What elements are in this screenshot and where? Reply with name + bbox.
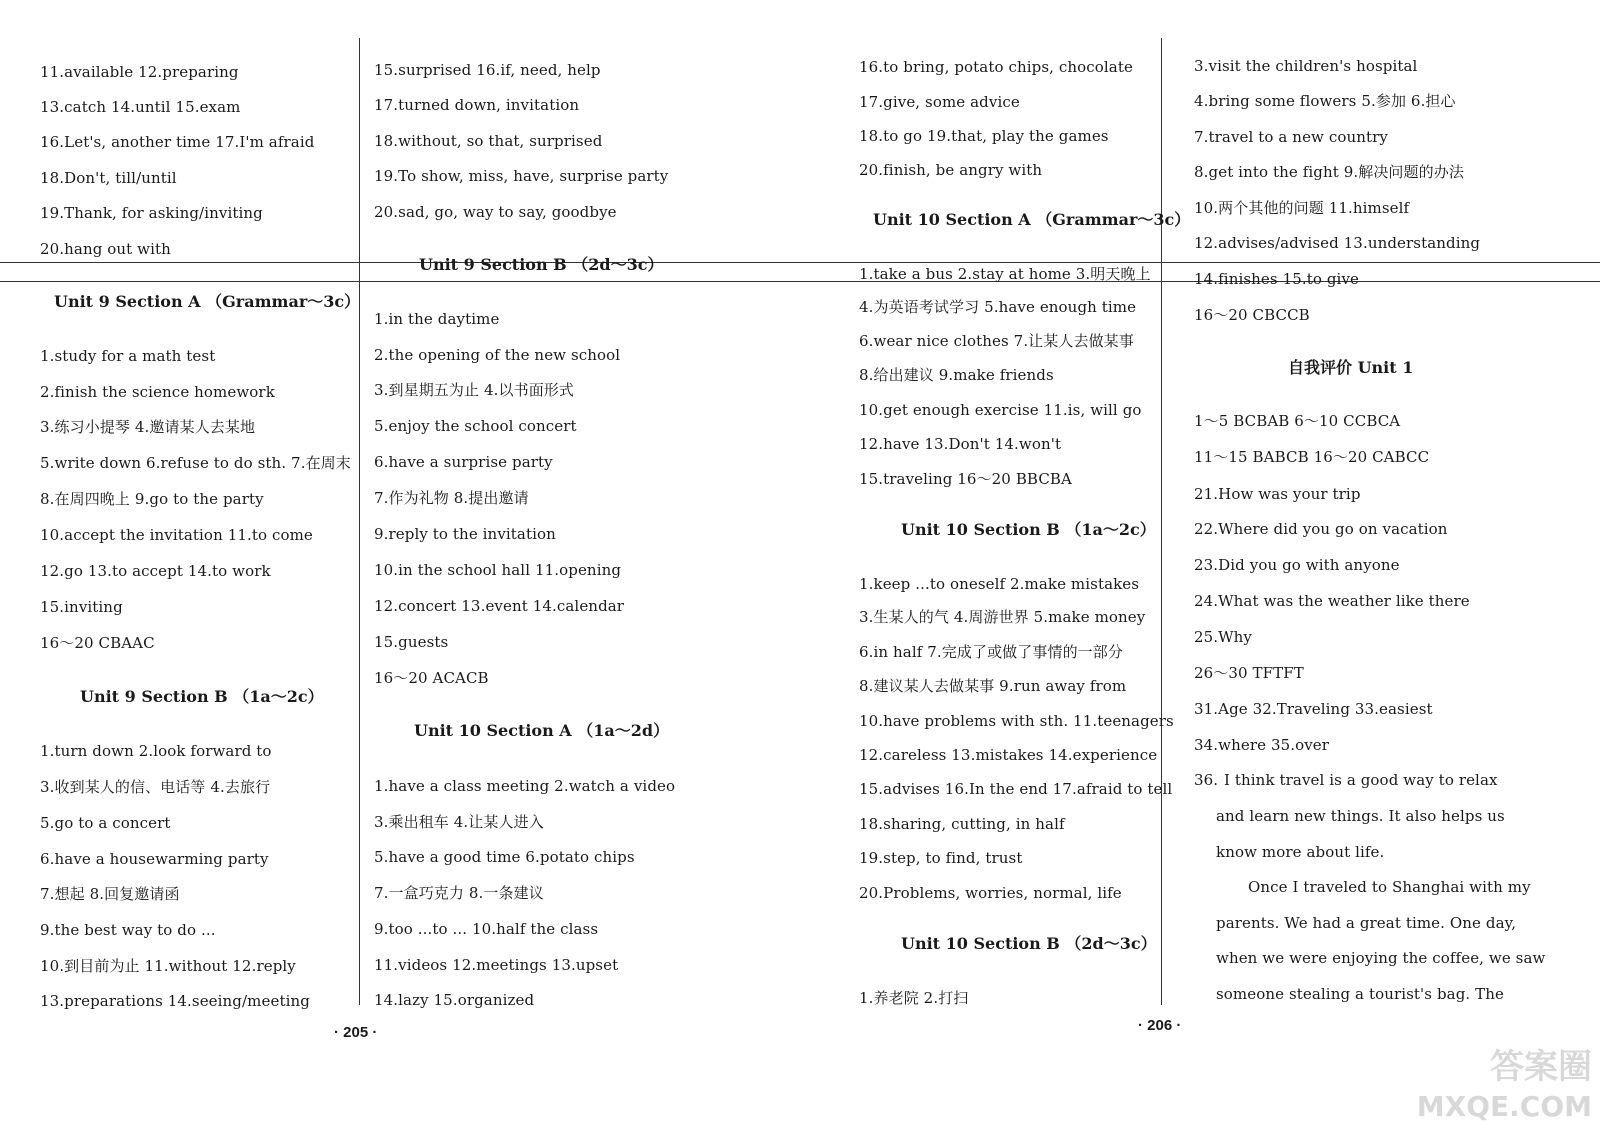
answer-line: 3.到星期五为止 4.以书面形式 <box>374 381 574 399</box>
answer-line: 5.enjoy the school concert <box>374 417 577 435</box>
answer-line: 7.想起 8.回复邀请函 <box>40 885 180 903</box>
answer-line: 6.have a housewarming party <box>40 850 269 868</box>
answer-line: 12.careless 13.mistakes 14.experience <box>859 746 1158 764</box>
page-number-206: · 206 · <box>1138 1017 1182 1034</box>
answer-line: 7.作为礼物 8.提出邀请 <box>374 489 529 507</box>
essay-line: Once I traveled to Shanghai with my <box>1248 878 1531 896</box>
answer-line: 2.the opening of the new school <box>374 346 621 364</box>
answer-line: 5.go to a concert <box>40 814 171 832</box>
answer-line: 14.lazy 15.organized <box>374 991 535 1009</box>
section-heading: Unit 10 Section B （2d～3c） <box>901 934 1157 953</box>
answer-line: 21.How was your trip <box>1194 485 1361 503</box>
answer-line: 10.两个其他的问题 11.himself <box>1194 199 1410 217</box>
answer-line: 17.turned down, invitation <box>374 96 580 114</box>
answer-line: 3.生某人的气 4.周游世界 5.make money <box>859 608 1146 626</box>
column-divider-left <box>359 38 360 1005</box>
answer-line: 4.bring some flowers 5.参加 6.担心 <box>1194 92 1456 110</box>
answer-line: 1.take a bus 2.stay at home 3.明天晚上 <box>859 265 1151 283</box>
answer-line: 19.step, to find, trust <box>859 849 1023 867</box>
section-heading: Unit 9 Section B （2d～3c） <box>419 255 664 274</box>
answer-line: 1.turn down 2.look forward to <box>40 742 272 760</box>
answer-line: 7.travel to a new country <box>1194 128 1388 146</box>
section-heading: Unit 10 Section A （Grammar～3c） <box>873 210 1191 229</box>
answer-line: 22.Where did you go on vacation <box>1194 520 1448 538</box>
answer-line: 8.建议某人去做某事 9.run away from <box>859 677 1127 695</box>
answer-line: 31.Age 32.Traveling 33.easiest <box>1194 700 1433 718</box>
answer-line: 12.have 13.Don't 14.won't <box>859 435 1062 453</box>
answer-line: 2.finish the science homework <box>40 383 275 401</box>
answer-line: 16～20 ACACB <box>374 669 489 687</box>
answer-line: 20.hang out with <box>40 240 171 258</box>
answer-line: 10.have problems with sth. 11.teenagers <box>859 712 1174 730</box>
answer-line: 15.inviting <box>40 598 123 616</box>
answer-line: 34.where 35.over <box>1194 736 1330 754</box>
answer-line: 20.Problems, worries, normal, life <box>859 884 1122 902</box>
answer-line: 8.在周四晚上 9.go to the party <box>40 490 264 508</box>
answer-line: 3.练习小提琴 4.邀请某人去某地 <box>40 418 256 436</box>
answer-line: 12.advises/advised 13.understanding <box>1194 234 1481 252</box>
watermark-logo <box>1417 1047 1592 1127</box>
answer-line: 26～30 TFTFT <box>1194 664 1304 682</box>
answer-line: 15.surprised 16.if, need, help <box>374 61 601 79</box>
answer-line: 13.preparations 14.seeing/meeting <box>40 992 310 1010</box>
answer-line: 5.write down 6.refuse to do sth. 7.在周末 <box>40 454 351 472</box>
section-heading: 自我评价 Unit 1 <box>1288 358 1414 377</box>
answer-line: 24.What was the weather like there <box>1194 592 1470 610</box>
page-number-205: · 205 · <box>334 1024 378 1041</box>
answer-line: 14.finishes 15.to give <box>1194 270 1359 288</box>
watermark-text-cn: 答案圈 <box>1490 1047 1592 1087</box>
answer-line: 16～20 CBAAC <box>40 634 155 652</box>
answer-line: 10.in the school hall 11.opening <box>374 561 622 579</box>
answer-line: 1.in the daytime <box>374 310 500 328</box>
answer-line: 3.收到某人的信、电话等 4.去旅行 <box>40 778 271 796</box>
answer-line: 12.go 13.to accept 14.to work <box>40 562 271 580</box>
section-heading: Unit 9 Section A （Grammar～3c） <box>54 292 361 311</box>
answer-line: 11.available 12.preparing <box>40 63 239 81</box>
answer-line: 20.sad, go, way to say, goodbye <box>374 203 617 221</box>
answer-line: 3.乘出租车 4.让某人进入 <box>374 813 544 831</box>
answer-line: 1.have a class meeting 2.watch a video <box>374 777 676 795</box>
answer-line: 4.为英语考试学习 5.have enough time <box>859 298 1137 316</box>
answer-line: 11.videos 12.meetings 13.upset <box>374 956 619 974</box>
answer-line: 5.have a good time 6.potato chips <box>374 848 635 866</box>
section-rule-lower <box>0 281 1600 282</box>
answer-line: 6.in half 7.完成了或做了事情的一部分 <box>859 643 1123 661</box>
answer-line: 8.给出建议 9.make friends <box>859 366 1054 384</box>
answer-line: 18.Don't, till/until <box>40 169 177 187</box>
column-divider-right <box>1161 38 1162 1005</box>
essay-line: know more about life. <box>1216 843 1385 861</box>
essay-line: and learn new things. It also helps us <box>1216 807 1505 825</box>
answer-line: 8.get into the fight 9.解决问题的办法 <box>1194 163 1464 181</box>
essay-line: when we were enjoying the coffee, we saw <box>1216 949 1546 967</box>
answer-line: 7.一盒巧克力 8.一条建议 <box>374 884 544 902</box>
answer-line: 15.advises 16.In the end 17.afraid to tell <box>859 780 1173 798</box>
answer-line: 17.give, some advice <box>859 93 1020 111</box>
answer-line: 18.without, so that, surprised <box>374 132 603 150</box>
section-heading: Unit 9 Section B （1a～2c） <box>80 687 324 706</box>
answer-line: 15.guests <box>374 633 449 651</box>
answer-line: 1～5 BCBAB 6～10 CCBCA <box>1194 412 1401 430</box>
answer-line: 20.finish, be angry with <box>859 161 1043 179</box>
answer-line: 1.study for a math test <box>40 347 216 365</box>
answer-line: 1.养老院 2.打扫 <box>859 989 969 1007</box>
answer-line: 10.get enough exercise 11.is, will go <box>859 401 1142 419</box>
answer-line: 36. <box>1194 771 1219 789</box>
answer-line: 16.Let's, another time 17.I'm afraid <box>40 133 315 151</box>
answer-line: 3.visit the children's hospital <box>1194 57 1418 75</box>
answer-line: 18.sharing, cutting, in half <box>859 815 1065 833</box>
section-rule-upper <box>0 262 1600 263</box>
answer-line: 1.keep ...to oneself 2.make mistakes <box>859 575 1140 593</box>
answer-line: 12.concert 13.event 14.calendar <box>374 597 625 615</box>
answer-line: 16～20 CBCCB <box>1194 306 1310 324</box>
answer-line: 19.Thank, for asking/inviting <box>40 204 263 222</box>
essay-line: parents. We had a great time. One day, <box>1216 914 1517 932</box>
answer-line: 16.to bring, potato chips, chocolate <box>859 58 1133 76</box>
essay-line: I think travel is a good way to relax <box>1224 771 1498 789</box>
essay-line: someone stealing a tourist's bag. The <box>1216 985 1504 1003</box>
section-heading: Unit 10 Section A （1a～2d） <box>414 721 670 740</box>
answer-line: 10.到目前为止 11.without 12.reply <box>40 957 296 975</box>
answer-line: 9.the best way to do ... <box>40 921 216 939</box>
answer-line: 11～15 BABCB 16～20 CABCC <box>1194 448 1430 466</box>
answer-line: 9.reply to the invitation <box>374 525 556 543</box>
answer-line: 25.Why <box>1194 628 1253 646</box>
answer-line: 10.accept the invitation 11.to come <box>40 526 313 544</box>
answer-line: 23.Did you go with anyone <box>1194 556 1400 574</box>
answer-line: 18.to go 19.that, play the games <box>859 127 1109 145</box>
answer-line: 15.traveling 16～20 BBCBA <box>859 470 1072 488</box>
section-heading: Unit 10 Section B （1a～2c） <box>901 520 1156 539</box>
answer-line: 19.To show, miss, have, surprise party <box>374 167 669 185</box>
answer-line: 6.have a surprise party <box>374 453 553 471</box>
answer-line: 9.too ...to ... 10.half the class <box>374 920 599 938</box>
answer-line: 13.catch 14.until 15.exam <box>40 98 241 116</box>
answer-line: 6.wear nice clothes 7.让某人去做某事 <box>859 332 1134 350</box>
watermark-text-url: MXQE.COM <box>1416 1090 1592 1123</box>
